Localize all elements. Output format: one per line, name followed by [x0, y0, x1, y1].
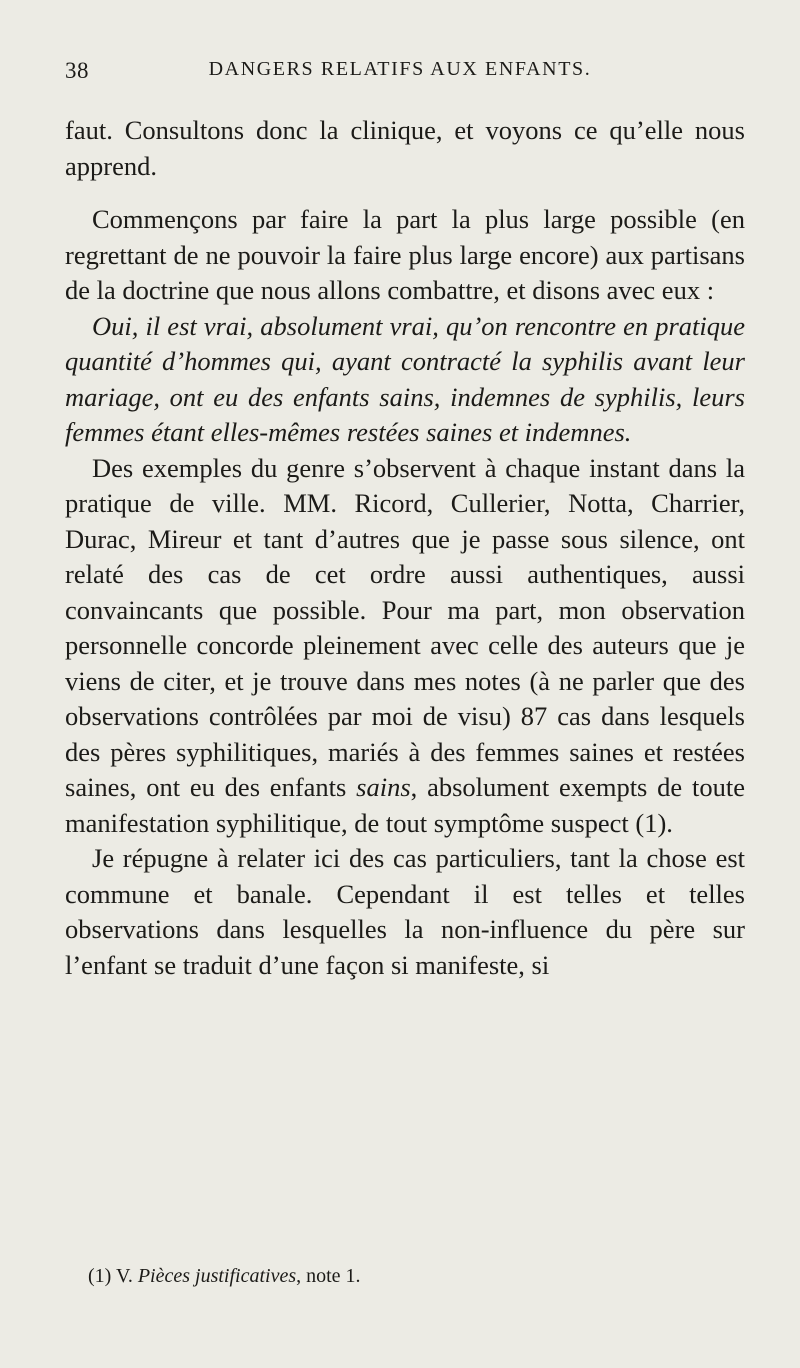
- italic-quote: Oui, il est vrai, absolument vrai, qu’on rencontre en pratique quantité d’hommes qui, ayant contracté la syphilis avant leur mariage, ont eu des enfants sains, indemnes de syphilis, leurs femmes étant elles-mêmes restées saines et indemnes.: [65, 310, 745, 447]
- body-text: [65, 113, 745, 983]
- page-header: [0, 58, 800, 94]
- italic-word: sains: [356, 772, 411, 802]
- paragraph-4-text: Des exemples du genre s’observent à chaque instant dans la pratique de ville. MM. Ricord, Cullerier, Notta, Charrier, Durac, Mireur et tant d’autres que je passe sous silence, ont relaté des cas de cet ordre aussi authentiques, aussi convaincants que possible. Pour ma part, mon observation personnelle concorde pleinement avec celle des auteurs que je viens de citer, et je trouve dans mes notes (à ne parler que des observations contrôlées par moi de visu) 87 cas dans lesquels des pères syphilitiques, mariés à des femmes saines et restées saines, ont eu des enfants: [65, 452, 745, 802]
- paragraph-5: Je répugne à relater ici des cas particuliers, tant la chose est commune et banale. Cependant il est telles et telles observations dans lesquelles la non-influence du père sur l’enfant se traduit d’une façon si manifeste, si: [65, 843, 745, 980]
- footnote: [88, 1265, 361, 1288]
- running-title: DANGERS RELATIFS AUX ENFANTS.: [208, 58, 592, 80]
- page-number: 38: [65, 58, 89, 83]
- footnote-rest: , note 1.: [296, 1265, 361, 1287]
- paragraph-2: Commençons par faire la part la plus large possible (en regrettant de ne pouvoir la faire plus large encore) aux partisans de la doctrine que nous allons combattre, et disons avec eux :: [65, 204, 745, 305]
- paragraph-4-end: , absolument exempts de toute manifestation syphilitique, de tout symptôme suspect (1).: [65, 772, 745, 838]
- paragraph-4: [65, 451, 745, 842]
- paragraph-3: [65, 309, 745, 451]
- footnote-mark: (1) V.: [88, 1265, 138, 1287]
- footnote-title: Pièces justificatives: [137, 1265, 297, 1287]
- paragraph-1: faut. Consultons donc la clinique, et voyons ce qu’elle nous apprend.: [65, 115, 745, 181]
